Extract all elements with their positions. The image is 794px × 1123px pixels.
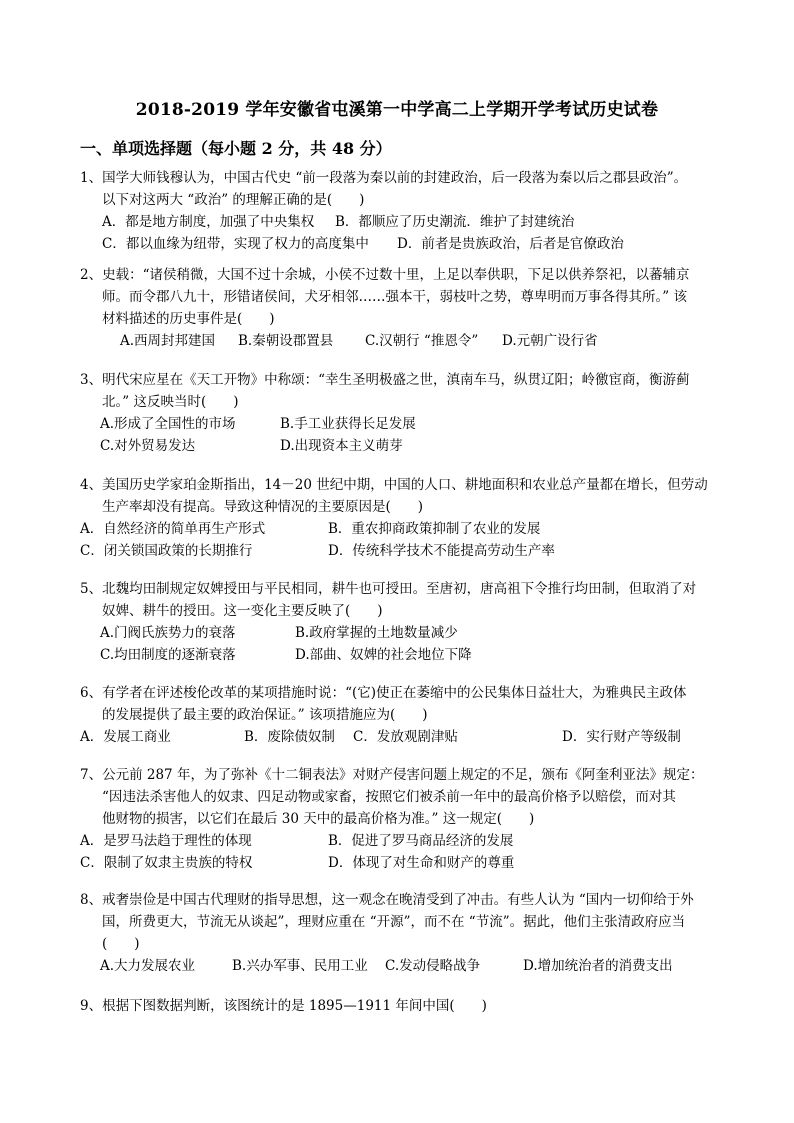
question-1-option-a: A．都是地方制度，加强了中央集权 [102,214,315,230]
question-2-stem-line-1: 2、史载：“诸侯稍微，大国不过十余城，小侯不过数十里，上足以奉供职，下足以供养祭祀，以蕃辅京 [80,267,690,283]
question-9-stem-line-1: 9、根据下图数据判断，该图统计的是 1895—1911 年间中国( ) [80,998,487,1014]
question-5-stem-line-2: 奴婢、耕牛的授田。这一变化主要反映了( ) [102,603,383,619]
question-4-option-d: D．传统科学技术不能提高劳动生产率 [328,543,555,559]
question-4-option-a: A．自然经济的简单再生产形式 [80,521,266,537]
question-2-options-row [80,330,720,352]
question-1 [80,167,720,255]
question-1-stem-line-2: 以下对这两大 “政治” 的理解正确的是( ) [102,192,365,208]
question-7-option-b: B．促进了罗马商品经济的发展 [328,833,514,849]
question-7 [80,764,720,874]
question-8-option-d: D.增加统治者的消费支出 [523,958,673,974]
question-3-option-d: D.出现资本主义萌芽 [280,438,403,454]
question-1-option-c: C．都以血缘为纽带，实现了权力的高度集中 [102,236,369,252]
question-1-stem-line-1: 1、国学大师钱穆认为，中国古代史 “前一段落为秦以前的封建政治，后一段落为秦以后之郡县政治”。 [80,170,688,186]
question-3-option-b: B.手工业获得长足发展 [280,416,416,432]
question-1-option-d: D．前者是贵族政治，后者是官僚政治 [397,236,624,252]
question-3-option-a: A.形成了全国性的市场 [100,416,236,432]
question-2 [80,264,720,352]
question-1-options-row-2 [80,233,720,255]
question-5-options-row-1 [80,622,720,644]
question-7-option-c: C．限制了奴隶主贵族的特权 [80,855,253,871]
question-7-stem-line-3: 他财物的损害，以它们在最后 30 天中的最高价格为准。” 这一规定( ) [102,811,535,827]
question-6-option-a: A．发展工商业 [80,729,171,745]
question-3-option-c: C.对外贸易发达 [100,438,196,454]
question-4-stem-line-1: 4、美国历史学家珀金斯指出，14－20 世纪中期，中国的人口、耕地面积和农业总产量都在增长，但劳动 [80,477,708,493]
question-2-option-d: D.元朝广设行省 [502,333,598,349]
question-7-option-d: D．体现了对生命和财产的尊重 [328,855,515,871]
question-5-options-row-2 [80,644,720,666]
question-5-option-c: C.均田制度的逐渐衰落 [100,647,236,663]
question-7-stem-line-2: “因违法杀害他人的奴隶、四足动物或家畜，按照它们被杀前一年中的最高价格予以赔偿，而对其 [102,789,676,805]
question-5-option-a: A.门阀氏族势力的衰落 [100,625,236,641]
question-6-stem-line-2: 的发展提供了最主要的政治保证。” 该项措施应为( ) [102,707,428,723]
question-8-option-b: B.兴办军事、民用工业 [232,958,368,974]
question-2-stem-line-2: 师。而令郡八九十，形错诸侯间，犬牙相邻……强本干，弱枝叶之势，尊卑明而万事各得其所。” 该 [102,289,687,305]
question-7-stem-line-1: 7、公元前 287 年，为了弥补《十二铜表法》对财产侵害问题上规定的不足，颁布《阿奎利亚法》规定： [80,767,704,783]
question-6-option-c: C．发放观剧津贴 [353,729,458,745]
question-6-options-row [80,726,720,748]
question-2-stem-line-3: 材料描述的历史事件是( ) [102,311,275,327]
question-8-stem-line-2: 国，所费更大，节流无从谈起”，理财应重在 “开源”，而不在 “节流”。据此，他们主张清政府应当 [102,914,686,930]
question-3 [80,369,720,457]
question-6-option-d: D．实行财产等级制 [562,729,681,745]
question-5 [80,578,720,666]
question-1-option-b: B．都顺应了历史潮流．维护了封建统治 [335,214,575,230]
page-title: 2018-2019 学年安徽省屯溪第一中学高二上学期开学考试历史试卷 [135,100,659,120]
section-heading: 一、单项选择题（每小题 2 分，共 48 分） [80,139,392,158]
question-4-stem-line-2: 生产率却没有提高。导致这种情况的主要原因是( ) [102,499,424,515]
question-4-options-row-1 [80,518,720,540]
question-6-stem-line-1: 6、有学者在评述梭伦改革的某项措施时说：“(它)使正在萎缩中的公民集体日益壮大，为雅典民主政体 [80,685,687,701]
question-2-option-c: C.汉朝行 “推恩令” [365,333,479,349]
question-5-option-b: B.政府掌握的土地数量减少 [295,625,458,641]
question-4 [80,474,720,562]
question-7-options-row-2 [80,852,720,874]
question-3-stem-line-2: 北。” 这反映当时( ) [102,394,239,410]
question-4-option-c: C．闭关锁国政策的长期推行 [80,543,253,559]
question-6 [80,682,720,748]
question-8-option-c: C.发动侵略战争 [385,958,481,974]
question-3-options-row-1 [80,413,720,435]
question-8 [80,889,720,977]
question-4-option-b: B．重农抑商政策抑制了农业的发展 [328,521,541,537]
question-8-stem-line-1: 8、戒奢崇俭是中国古代理财的指导思想，这一观念在晚清受到了冲击。有些人认为 “国内一切仰给于外 [80,892,694,908]
question-2-option-b: B.秦朝设郡置县 [238,333,334,349]
question-5-option-d: D.部曲、奴婢的社会地位下降 [295,647,472,663]
question-5-stem-line-1: 5、北魏均田制规定奴婢授田与平民相同，耕牛也可授田。至唐初，唐高祖下令推行均田制，但取消了对 [80,581,697,597]
question-1-options-row-1 [80,211,720,233]
question-4-options-row-2 [80,540,720,562]
question-9 [80,995,720,1017]
question-7-options-row-1 [80,830,720,852]
question-8-stem-line-3: ( ) [102,936,140,952]
question-3-options-row-2 [80,435,720,457]
question-7-option-a: A．是罗马法趋于理性的体现 [80,833,252,849]
question-3-stem-line-1: 3、明代宋应星在《天工开物》中称颂：“幸生圣明极盛之世，滇南车马，纵贯辽阳；岭徼宦商，衡游蓟 [80,372,690,388]
question-2-option-a: A.西周封邦建国 [120,333,216,349]
question-8-options-row [80,955,720,977]
question-8-option-a: A.大力发展农业 [100,958,196,974]
question-6-option-b: B．废除债奴制 [244,729,335,745]
